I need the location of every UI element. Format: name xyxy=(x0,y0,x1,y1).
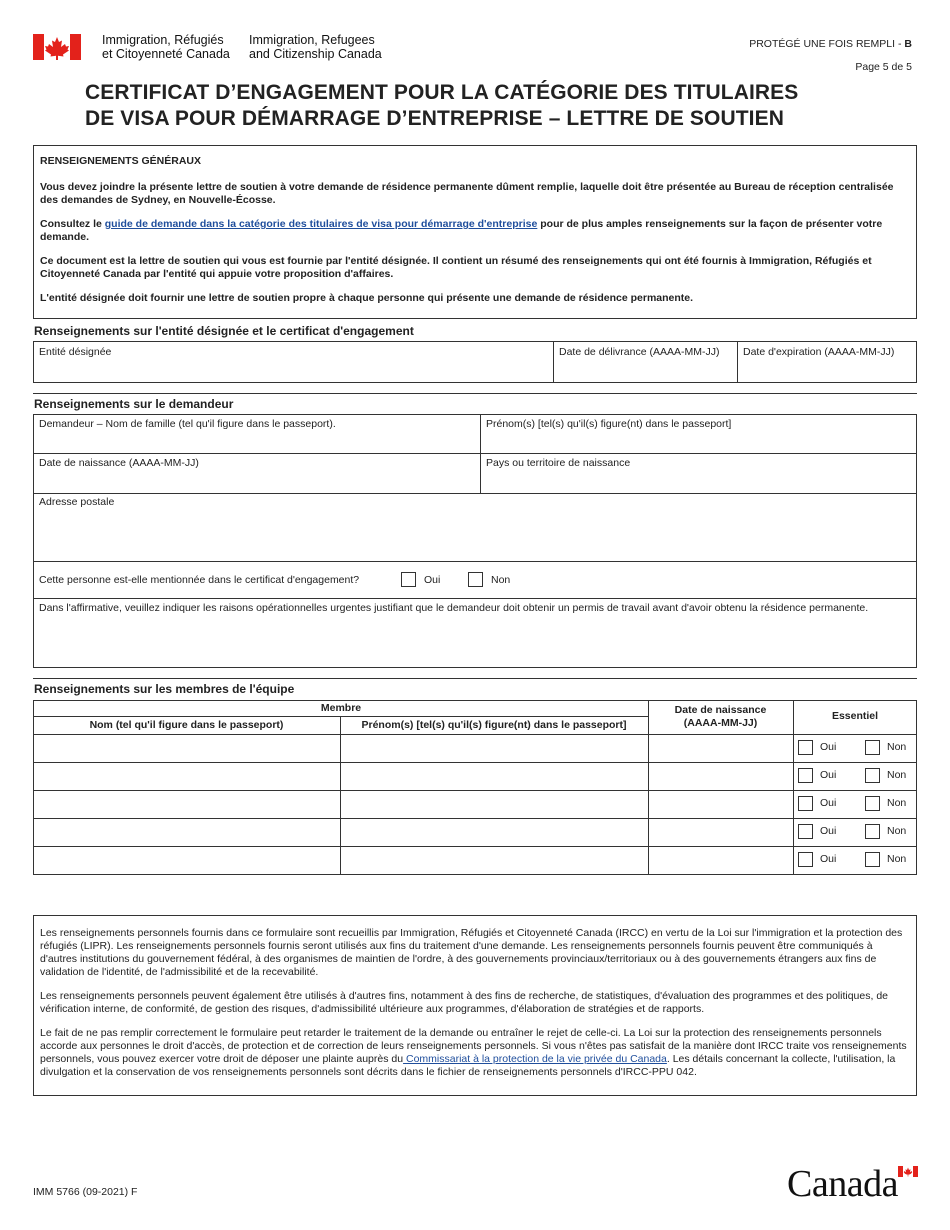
essential-yes-checkbox[interactable] xyxy=(798,796,813,811)
essential-no-checkbox[interactable] xyxy=(865,852,880,867)
entity-field[interactable]: Entité désignée xyxy=(39,346,112,358)
team-dob-cell[interactable] xyxy=(649,819,792,845)
essential-no-label: Non xyxy=(887,853,907,865)
page-number: Page 5 de 5 xyxy=(855,61,912,73)
essential-yes-label: Oui xyxy=(820,853,837,865)
essential-no-label: Non xyxy=(887,797,907,809)
team-surname-cell[interactable] xyxy=(34,763,339,789)
general-heading: RENSEIGNEMENTS GÉNÉRAUX xyxy=(40,155,202,167)
issue-date-field[interactable]: Date de délivrance (AAAA-MM-JJ) xyxy=(559,346,720,358)
guide-link[interactable]: guide de demande dans la catégorie des titulaires de visa pour démarrage d'entreprise xyxy=(104,218,538,230)
page-title: CERTIFICAT D’ENGAGEMENT POUR LA CATÉGORIE DES TITULAIRES DE VISA POUR DÉMARRAGE D’ENTREPRISE – LETTRE DE SOUTIEN xyxy=(85,81,799,130)
essential-yes-label: Oui xyxy=(820,741,837,753)
expiry-date-field[interactable]: Date d'expiration (AAAA-MM-JJ) xyxy=(743,346,895,358)
essential-no-label: Non xyxy=(887,825,907,837)
team-given-name-cell[interactable] xyxy=(341,819,647,845)
team-surname-cell[interactable] xyxy=(34,791,339,817)
essential-yes-checkbox[interactable] xyxy=(798,852,813,867)
reasons-field[interactable]: Dans l'affirmative, veuillez indiquer les raisons opérationnelles urgentes justifiant que le demandeur doit obtenir un permis de travail avant d'avoir obtenu la résidence permanente. xyxy=(39,602,869,614)
mentioned-yes-checkbox[interactable] xyxy=(401,572,416,587)
general-info-box xyxy=(33,145,917,319)
essential-yes-checkbox[interactable] xyxy=(798,824,813,839)
privacy-commissioner-link[interactable]: Commissariat à la protection de la vie privée du Canada xyxy=(403,1053,667,1065)
essential-yes-checkbox[interactable] xyxy=(798,768,813,783)
dob-field[interactable]: Date de naissance (AAAA-MM-JJ) xyxy=(39,457,199,469)
team-section-title: Renseignements sur les membres de l'équipe xyxy=(34,682,295,696)
general-paragraph-3: Ce document est la lettre de soutien qui vous est fournie par l'entité désignée. Il contient un résumé des renseignements qui ont été fournis à Immigration, Réfugiés et Citoyenneté Canada par l'entité qui appuie votre proposition d'affaires. xyxy=(40,255,872,280)
essential-yes-label: Oui xyxy=(820,797,837,809)
mentioned-no-label: Non xyxy=(491,574,511,586)
general-paragraph-1: Vous devez joindre la présente lettre de soutien à votre demande de résidence permanente dûment remplie, laquelle doit être présentée au Bureau de réception centralisée des demandes de Sydney, en Nouvelle-Écosse. xyxy=(40,181,894,206)
essential-header: Essentiel xyxy=(831,710,879,722)
org-name-fr: Immigration, Réfugiés et Citoyenneté Canada xyxy=(102,33,230,61)
dob-header: Date de naissance (AAAA-MM-JJ) xyxy=(674,704,767,729)
applicant-section-title: Renseignements sur le demandeur xyxy=(34,397,234,411)
essential-no-checkbox[interactable] xyxy=(865,824,880,839)
team-given-name-cell[interactable] xyxy=(341,735,647,761)
team-given-name-cell[interactable] xyxy=(341,791,647,817)
essential-no-checkbox[interactable] xyxy=(865,768,880,783)
team-given-name-cell[interactable] xyxy=(341,847,647,873)
canada-wordmark: Canada xyxy=(787,1164,919,1204)
entity-section-title: Renseignements sur l'entité désignée et le certificat d'engagement xyxy=(34,324,414,338)
essential-yes-label: Oui xyxy=(820,825,837,837)
team-given-name-cell[interactable] xyxy=(341,763,647,789)
mentioned-no-checkbox[interactable] xyxy=(468,572,483,587)
team-surname-cell[interactable] xyxy=(34,819,339,845)
member-header: Membre xyxy=(320,702,362,714)
team-surname-cell[interactable] xyxy=(34,735,339,761)
mentioned-question: Cette personne est-elle mentionnée dans le certificat d'engagement? xyxy=(39,574,360,586)
essential-no-checkbox[interactable] xyxy=(865,796,880,811)
essential-no-label: Non xyxy=(887,769,907,781)
privacy-notice xyxy=(33,915,917,1096)
wordmark-flag-icon xyxy=(898,1166,918,1177)
mailing-address-field[interactable]: Adresse postale xyxy=(39,496,115,508)
team-dob-cell[interactable] xyxy=(649,735,792,761)
team-dob-cell[interactable] xyxy=(649,763,792,789)
essential-yes-checkbox[interactable] xyxy=(798,740,813,755)
given-name-header: Prénom(s) [tel(s) qu'il(s) figure(nt) dans le passeport] xyxy=(361,719,627,731)
privacy-paragraph-3: Le fait de ne pas remplir correctement le formulaire peut retarder le traitement de la demande ou entraîner le rejet de celle-ci. La Loi sur la protection des renseignements personnels accorde aux personnes le droit d'accès, de protection et de correction de leurs renseignements personnels. Si vous n'êtes pas satisfait de la manière dont IRCC traite vos renseignements personnels, vous pouvez exercer votre droit de déposer une plainte auprès du Commissariat à la protection de la vie privée du Canada. Les détails concernant la collecte, l'utilisation, la divulgation et la conservation de vos renseignements personnels sont décrits dans le fichier de renseignements personnels d'IRCC-PPU 042. xyxy=(40,1027,907,1078)
team-surname-cell[interactable] xyxy=(34,847,339,873)
org-name-en: Immigration, Refugees and Citizenship Canada xyxy=(249,33,382,61)
protection-level: PROTÉGÉ UNE FOIS REMPLI - B xyxy=(749,38,912,50)
privacy-paragraph-2: Les renseignements personnels peuvent également être utilisés à d'autres fins, notamment à des fins de recherche, de statistiques, d'évaluation des programmes et des politiques, de vérification interne, de conformité, de gestion des risques, d'admissibilité ultérieure aux programmes, d'élaboration de stratégies et de rapports. xyxy=(40,990,888,1015)
essential-no-label: Non xyxy=(887,741,907,753)
canada-flag-logo xyxy=(33,34,81,60)
general-paragraph-2: Consultez le guide de demande dans la catégorie des titulaires de visa pour démarrage d'entreprise pour de plus amples renseignements sur la façon de présenter votre demande. xyxy=(40,218,883,243)
essential-yes-label: Oui xyxy=(820,769,837,781)
privacy-paragraph-1: Les renseignements personnels fournis dans ce formulaire sont recueillis par Immigration, Réfugiés et Citoyenneté Canada (IRCC) en vertu de la Loi sur l'immigration et la protection des réfugiés (LIPR). Les renseignements personnels fournis seront utilisés aux fins du traitement d'une demande. Les renseignements personnels fournis peuvent être communiqués à d'autres institutions du gouvernement fédéral, à des organismes de maintien de l'ordre, à des gouvernements provinciaux/territoriaux ou à des gouvernements étrangers aux fins de validation de l'identité, de l'admissibilité et de la recevabilité. xyxy=(40,927,903,978)
team-dob-cell[interactable] xyxy=(649,791,792,817)
mentioned-yes-label: Oui xyxy=(424,574,441,586)
given-name-field[interactable]: Prénom(s) [tel(s) qu'il(s) figure(nt) dans le passeport] xyxy=(486,418,732,430)
surname-header: Nom (tel qu'il figure dans le passeport) xyxy=(89,719,284,731)
birth-country-field[interactable]: Pays ou territoire de naissance xyxy=(486,457,631,469)
general-paragraph-4: L'entité désignée doit fournir une lettre de soutien propre à chaque personne qui présente une demande de résidence permanente. xyxy=(40,292,694,304)
team-dob-cell[interactable] xyxy=(649,847,792,873)
surname-field[interactable]: Demandeur – Nom de famille (tel qu'il figure dans le passeport). xyxy=(39,418,336,430)
form-id: IMM 5766 (09-2021) F xyxy=(33,1186,138,1198)
essential-no-checkbox[interactable] xyxy=(865,740,880,755)
